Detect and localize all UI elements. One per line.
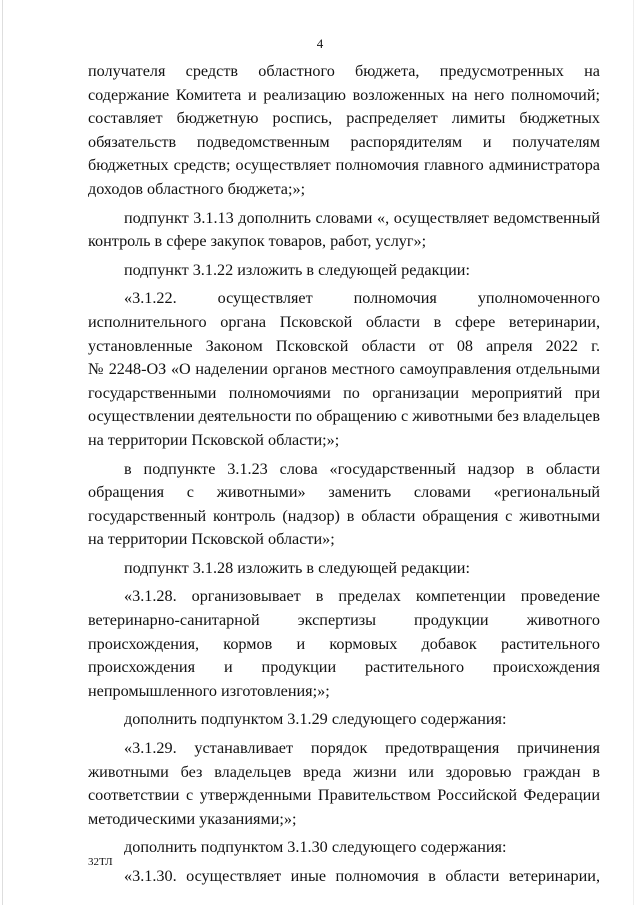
text-line: дополнить подпунктом 3.1.30 следующего содержания: xyxy=(124,838,507,857)
text-line: происхождения и продукции растительного происхождения xyxy=(88,658,600,677)
text-line: составляет бюджетную роспись, распределяет лимиты бюджетных xyxy=(88,109,600,128)
text-line: на территории Псковской области»; xyxy=(88,530,335,549)
page-number: 4 xyxy=(316,36,324,51)
text-line: методическими указаниями;»; xyxy=(88,809,297,828)
text-line: «3.1.30. осуществляет иные полномочия в области ветеринарии, xyxy=(124,867,600,885)
text-line: «3.1.29. устанавливает порядок предотвращения причинения xyxy=(124,739,600,758)
text-line: осуществлении деятельности по обращению с животными без владельцев xyxy=(88,407,600,426)
text-line: подпункт 3.1.28 изложить в следующей редакции: xyxy=(124,558,470,577)
text-line: государственный контроль (надзор) в области обращения с животными xyxy=(88,506,600,525)
text-line: на территории Псковской области;»; xyxy=(88,430,340,449)
text-line: подпункт 3.1.13 дополнить словами «, осуществляет ведомственный xyxy=(124,208,600,227)
text-line: содержание Комитета и реализацию возложенных на него полномочий; xyxy=(88,85,600,104)
footer-code: 32ТЛ xyxy=(88,856,113,868)
text-line: установленные Законом Псковской области от 08 апреля 2022 г. xyxy=(88,336,600,355)
scan-edge-left xyxy=(2,0,3,905)
text-line: получателя средств областного бюджета, предусмотренных на xyxy=(88,62,600,80)
text-line: животными без владельцев вреда жизни или здоровью граждан в xyxy=(88,762,600,781)
text-line: обязательств подведомственным распорядителям и получателям xyxy=(88,132,600,151)
text-line: ветеринарно-санитарной экспертизы продукции животного xyxy=(88,611,600,630)
text-line: контроль в сфере закупок товаров, работ, услуг»; xyxy=(88,232,427,251)
text-line: бюджетных средств; осуществляет полномочия главного администратора xyxy=(88,156,600,175)
document-body xyxy=(88,60,600,889)
text-line: «3.1.22. осуществляет полномочия уполномоченного xyxy=(124,289,600,308)
text-line: соответствии с утвержденными Правительством Российской Федерации xyxy=(88,786,600,805)
text-line: № 2248-ОЗ «О наделении органов местного самоуправления отдельными xyxy=(88,360,600,379)
text-line: обращения с животными» заменить словами «региональный xyxy=(88,483,600,502)
text-line: доходов областного бюджета;»; xyxy=(88,179,306,198)
text-line: происхождения, кормов и кормовых добавок растительного xyxy=(88,634,600,653)
text-line: непромышленного изготовления;»; xyxy=(88,681,330,700)
scan-edge-right xyxy=(633,0,634,905)
text-line: «3.1.28. организовывает в пределах компетенции проведение xyxy=(124,587,600,606)
text-line: подпункт 3.1.22 изложить в следующей редакции: xyxy=(124,260,470,279)
text-line: исполнительного органа Псковской области в сфере ветеринарии, xyxy=(88,312,600,331)
text-line: дополнить подпунктом 3.1.29 следующего содержания: xyxy=(124,710,507,729)
text-line: в подпункте 3.1.23 слова «государственный надзор в области xyxy=(124,459,600,478)
text-line: государственными полномочиями по организации мероприятий при xyxy=(88,383,600,402)
